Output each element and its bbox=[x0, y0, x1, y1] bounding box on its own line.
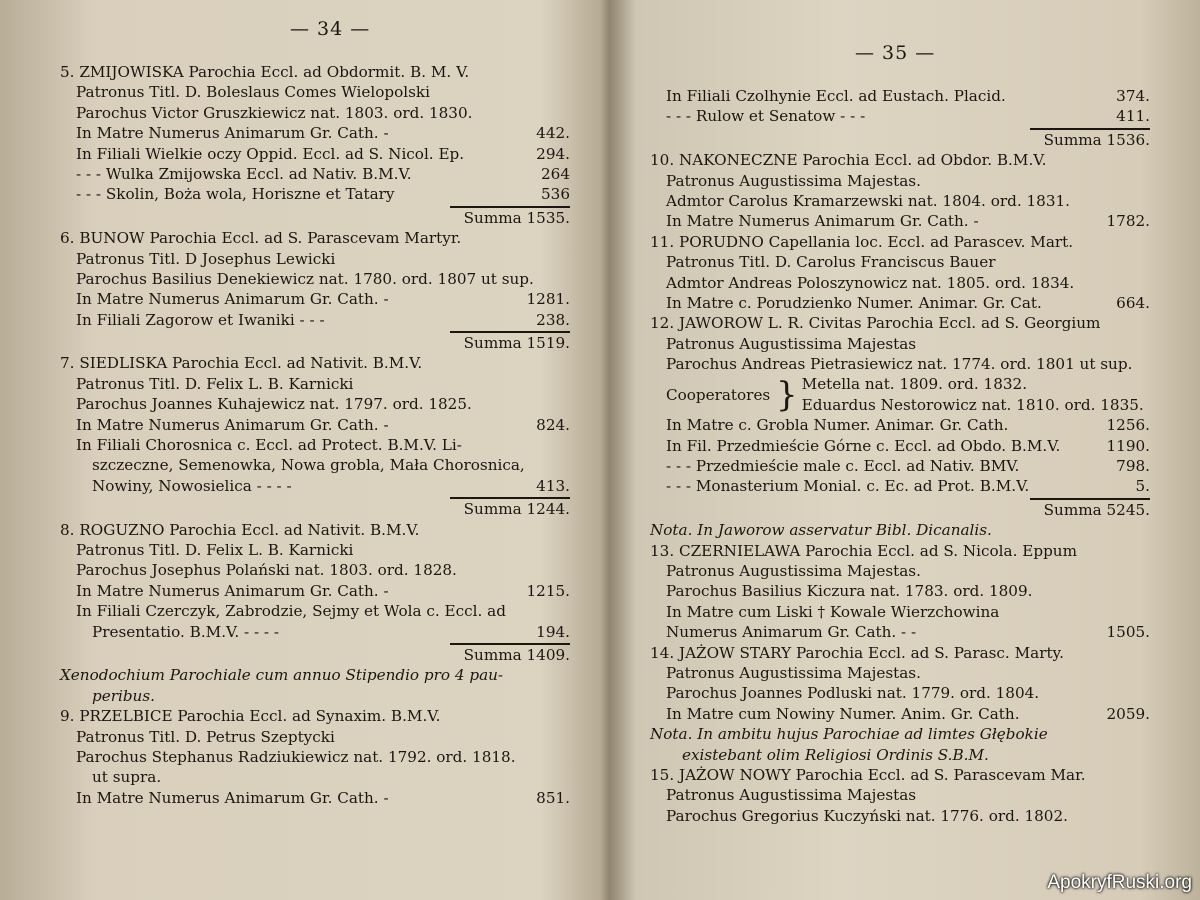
count-value: 294. bbox=[536, 144, 570, 163]
entry-text: Numerus Animarum Gr. Cath. - - bbox=[666, 623, 917, 642]
entry-line bbox=[60, 788, 570, 808]
entry-line bbox=[60, 581, 570, 601]
entry-text: In Filiali Wielkie oczy Oppid. Eccl. ad S. Nicol. Ep. bbox=[76, 144, 465, 163]
summa-text: Summa 1519. bbox=[463, 334, 570, 353]
parish-heading bbox=[650, 232, 1150, 252]
left-page bbox=[60, 0, 570, 900]
count-value: 5. bbox=[1135, 477, 1150, 496]
count-value: 1505. bbox=[1106, 623, 1150, 642]
entry-line bbox=[650, 581, 1150, 601]
entry-line bbox=[650, 86, 1150, 106]
entry-line bbox=[650, 561, 1150, 581]
right-entries bbox=[650, 86, 1150, 826]
entry-text: In Matre Numerus Animarum Gr. Cath. - bbox=[76, 581, 389, 600]
parish-heading bbox=[60, 228, 570, 248]
entry-text: Admtor Andreas Poloszynowicz nat. 1805. ord. 1834. bbox=[666, 273, 1075, 292]
count-value: 1190. bbox=[1106, 436, 1150, 455]
entry-text: - - - Przedmieście male c. Eccl. ad Nativ. BMV. bbox=[666, 457, 1020, 476]
entry-text: Parochus Joannes Kuhajewicz nat. 1797. ord. 1825. bbox=[76, 395, 472, 414]
entry-line bbox=[650, 602, 1150, 622]
parish-heading bbox=[650, 643, 1150, 663]
entry-text: - - - Monasterium Monial. c. Ec. ad Prot. B.M.V. bbox=[666, 477, 1030, 496]
entry-text: Patronus Titl. D Josephus Lewicki bbox=[76, 249, 336, 268]
nota-text: Nota. In ambitu hujus Parochiae ad limtes Głębokie bbox=[650, 725, 1048, 744]
count-value: 413. bbox=[536, 476, 570, 495]
entry-line bbox=[60, 374, 570, 394]
entry-text: Parochus Andreas Pietrasiewicz nat. 1774. ord. 1801 ut sup. bbox=[666, 355, 1133, 374]
nota-line bbox=[60, 665, 570, 685]
entry-line bbox=[60, 289, 570, 309]
parish-heading-text: 15. JAŻOW NOWY Parochia Eccl. ad S. Parascevam Mar. bbox=[650, 765, 1086, 784]
count-value: 194. bbox=[536, 622, 570, 641]
parish-heading-text: 10. NAKONECZNE Parochia Eccl. ad Obdor. B.M.V. bbox=[650, 151, 1047, 170]
entry-text: In Matre Numerus Animarum Gr. Cath. - bbox=[666, 212, 979, 231]
parish-heading-text: 5. ZMIJOWISKA Parochia Eccl. ad Obdormit. B. M. V. bbox=[60, 63, 470, 81]
entry-line bbox=[60, 560, 570, 580]
nota-text: Xenodochium Parochiale cum annuo Stipendio pro 4 pau- bbox=[60, 666, 504, 685]
entry-line bbox=[60, 144, 570, 164]
entry-text: szczeczne, Semenowka, Nowa grobla, Mała Chorosnica, bbox=[92, 456, 525, 475]
parish-heading bbox=[650, 765, 1150, 785]
parish-heading bbox=[60, 353, 570, 373]
entry-text: Parochus Gregorius Kuczyński nat. 1776. ord. 1802. bbox=[666, 806, 1068, 825]
count-value: 238. bbox=[536, 310, 570, 329]
entry-text: In Filiali Chorosnica c. Eccl. ad Protect. B.M.V. Li- bbox=[76, 436, 462, 455]
entry-line bbox=[60, 601, 570, 621]
entry-line bbox=[650, 252, 1150, 272]
nota-line bbox=[650, 724, 1150, 744]
nota-text: Nota. In Jaworow asservatur Bibl. Dicanalis. bbox=[650, 521, 992, 540]
entry-line bbox=[650, 456, 1150, 476]
entry-line bbox=[60, 435, 570, 455]
entry-text: Nowiny, Nowosielica - - - - bbox=[92, 476, 292, 495]
brace-glyph: } bbox=[776, 374, 798, 415]
parish-heading-text: 12. JAWOROW L. R. Civitas Parochia Eccl. ad S. Georgium bbox=[650, 314, 1101, 333]
nota-text: peribus. bbox=[92, 686, 155, 705]
count-value: 824. bbox=[536, 415, 570, 434]
summa-line bbox=[60, 208, 570, 228]
summa-text: Summa 1535. bbox=[463, 208, 570, 227]
entry-text: Patronus Titl. D. Petrus Szeptycki bbox=[76, 727, 335, 746]
entry-line bbox=[650, 293, 1150, 313]
parish-heading-text: 13. CZERNIELAWA Parochia Eccl. ad S. Nicola. Eppum bbox=[650, 541, 1077, 560]
count-value: 798. bbox=[1116, 457, 1150, 476]
entry-text: ut supra. bbox=[92, 768, 162, 787]
parish-heading-text: 9. PRZELBICE Parochia Eccl. ad Synaxim. B.M.V. bbox=[60, 707, 441, 726]
parish-heading-text: 6. BUNOW Parochia Eccl. ad S. Parascevam Martyr. bbox=[60, 229, 462, 248]
entry-text: Parochus Basilius Denekiewicz nat. 1780. ord. 1807 ut sup. bbox=[76, 269, 534, 288]
entry-line bbox=[60, 103, 570, 123]
entry-text: Presentatio. B.M.V. - - - - bbox=[92, 622, 280, 641]
summa-line bbox=[650, 130, 1150, 150]
count-value: 411. bbox=[1116, 107, 1150, 126]
entry-line bbox=[60, 747, 570, 767]
entry-line bbox=[60, 394, 570, 414]
entry-line bbox=[60, 540, 570, 560]
entry-line bbox=[650, 436, 1150, 456]
count-value: 664. bbox=[1116, 293, 1150, 312]
count-value: 1782. bbox=[1106, 212, 1150, 231]
entry-text: Parochus Stephanus Radziukiewicz nat. 1792. ord. 1818. bbox=[76, 747, 516, 766]
right-page bbox=[650, 0, 1150, 900]
entry-line bbox=[60, 184, 570, 204]
entry-text: Patronus Augustissima Majestas. bbox=[666, 171, 921, 190]
entry-text: In Fil. Przedmieście Górne c. Eccl. ad Obdo. B.M.V. bbox=[666, 436, 1061, 455]
entry-line bbox=[60, 82, 570, 102]
count-value: 2059. bbox=[1106, 704, 1150, 723]
entry-line bbox=[650, 704, 1150, 724]
parish-heading-text: 14. JAŻOW STARY Parochia Eccl. ad S. Parasc. Marty. bbox=[650, 643, 1064, 662]
entry-text: - - - Skolin, Boża wola, Horiszne et Tatary bbox=[76, 185, 395, 204]
entry-text: In Filiali Czerczyk, Zabrodzie, Sejmy et Wola c. Eccl. ad bbox=[76, 602, 506, 621]
entry-line bbox=[650, 663, 1150, 683]
summa-text: Summa 5245. bbox=[1043, 500, 1150, 519]
entry-line bbox=[60, 476, 570, 496]
entry-text: Patronus Titl. D. Felix L. B. Karnicki bbox=[76, 374, 354, 393]
entry-text: Patronus Titl. D. Boleslaus Comes Wielopolski bbox=[76, 83, 430, 102]
summa-text: Summa 1536. bbox=[1043, 130, 1150, 149]
summa-line bbox=[650, 500, 1150, 520]
entry-text: Parochus Joannes Podluski nat. 1779. ord. 1804. bbox=[666, 684, 1040, 703]
summa-line bbox=[60, 499, 570, 519]
entry-line bbox=[60, 123, 570, 143]
entry-text: In Matre cum Nowiny Numer. Anim. Gr. Cath. bbox=[666, 704, 1020, 723]
count-value: 851. bbox=[536, 788, 570, 807]
parish-heading bbox=[650, 313, 1150, 333]
parish-heading-text: 11. PORUDNO Capellania loc. Eccl. ad Parascev. Mart. bbox=[650, 232, 1074, 251]
entry-line bbox=[60, 727, 570, 747]
entry-line bbox=[650, 476, 1150, 496]
entry-line bbox=[650, 171, 1150, 191]
summa-text: Summa 1409. bbox=[463, 645, 570, 664]
entry-line bbox=[650, 354, 1150, 374]
entry-text: In Matre cum Liski † Kowale Wierzchowina bbox=[666, 602, 1000, 621]
entry-text: - - - Rulow et Senatow - - - bbox=[666, 107, 866, 126]
entry-line bbox=[650, 334, 1150, 354]
entry-line bbox=[650, 806, 1150, 826]
count-value: 536 bbox=[541, 185, 570, 204]
parish-heading bbox=[60, 520, 570, 540]
entry-text: Parochus Victor Gruszkiewicz nat. 1803. ord. 1830. bbox=[76, 103, 473, 122]
nota-line bbox=[60, 686, 570, 706]
entry-text: In Filiali Zagorow et Iwaniki - - - bbox=[76, 310, 325, 329]
entry-line bbox=[650, 211, 1150, 231]
entry-text: In Matre Numerus Animarum Gr. Cath. - bbox=[76, 124, 389, 143]
nota-text: existebant olim Religiosi Ordinis S.B.M. bbox=[682, 745, 989, 764]
entry-text: In Matre c. Grobla Numer. Animar. Gr. Cath. bbox=[666, 416, 1009, 435]
cooperatores-label: Cooperatores bbox=[666, 385, 771, 404]
entry-line bbox=[650, 106, 1150, 126]
watermark: ApokryfRuski.org bbox=[1047, 872, 1192, 893]
count-value: 442. bbox=[536, 124, 570, 143]
entry-text: Patronus Augustissima Majestas. bbox=[666, 561, 921, 580]
entry-text: Patronus Augustissima Majestas bbox=[666, 334, 917, 353]
entry-text: In Filiali Czolhynie Eccl. ad Eustach. Placid. bbox=[666, 87, 1006, 105]
entry-line bbox=[60, 767, 570, 787]
count-value: 1256. bbox=[1106, 416, 1150, 435]
entry-line bbox=[650, 191, 1150, 211]
left-entries bbox=[60, 62, 570, 808]
entry-line bbox=[60, 455, 570, 475]
summa-text: Summa 1244. bbox=[463, 500, 570, 519]
entry-text: Admtor Carolus Kramarzewski nat. 1804. ord. 1831. bbox=[666, 191, 1070, 210]
parish-heading-text: 7. SIEDLISKA Parochia Eccl. ad Nativit. B.M.V. bbox=[60, 354, 423, 373]
entry-line bbox=[60, 310, 570, 330]
parish-heading bbox=[60, 62, 570, 82]
entry-text: Patronus Augustissima Majestas. bbox=[666, 663, 921, 682]
cooperatores-block bbox=[650, 374, 1150, 415]
count-value: 374. bbox=[1116, 87, 1150, 105]
count-value: 1215. bbox=[526, 581, 570, 600]
parish-heading bbox=[650, 541, 1150, 561]
parish-heading bbox=[60, 706, 570, 726]
count-value: 1281. bbox=[526, 290, 570, 309]
entry-line bbox=[60, 249, 570, 269]
entry-line bbox=[650, 622, 1150, 642]
entry-line bbox=[650, 273, 1150, 293]
entry-line bbox=[60, 622, 570, 642]
page-number: — 34 — bbox=[290, 18, 371, 40]
cooperator-line: Eduardus Nestorowicz nat. 1810. ord. 1835. bbox=[801, 395, 1144, 414]
summa-line bbox=[60, 645, 570, 665]
entry-text: In Matre Numerus Animarum Gr. Cath. - bbox=[76, 415, 389, 434]
entry-text: In Matre Numerus Animarum Gr. Cath. - bbox=[76, 788, 389, 807]
parish-heading-text: 8. ROGUZNO Parochia Eccl. ad Nativit. B.M.V. bbox=[60, 520, 420, 539]
entry-text: - - - Wulka Zmijowska Eccl. ad Nativ. B.M.V. bbox=[76, 164, 412, 183]
entry-text: Patronus Augustissima Majestas bbox=[666, 786, 917, 805]
entry-line bbox=[650, 415, 1150, 435]
entry-text: Parochus Basilius Kiczura nat. 1783. ord. 1809. bbox=[666, 582, 1033, 601]
entry-text: Patronus Titl. D. Carolus Franciscus Bauer bbox=[666, 253, 996, 272]
entry-line bbox=[60, 164, 570, 184]
cooperator-line: Metella nat. 1809. ord. 1832. bbox=[801, 375, 1028, 394]
page-number: — 35 — bbox=[855, 42, 936, 64]
parish-heading bbox=[650, 150, 1150, 170]
entry-line bbox=[650, 683, 1150, 703]
entry-text: Parochus Josephus Polański nat. 1803. ord. 1828. bbox=[76, 561, 457, 580]
nota-line bbox=[650, 520, 1150, 540]
summa-line bbox=[60, 333, 570, 353]
nota-line bbox=[650, 745, 1150, 765]
entry-text: In Matre Numerus Animarum Gr. Cath. - bbox=[76, 290, 389, 309]
entry-line bbox=[60, 415, 570, 435]
entry-line bbox=[60, 269, 570, 289]
entry-line bbox=[650, 785, 1150, 805]
count-value: 264 bbox=[541, 164, 570, 183]
entry-text: Patronus Titl. D. Felix L. B. Karnicki bbox=[76, 540, 354, 559]
entry-text: In Matre c. Porudzienko Numer. Animar. Gr. Cat. bbox=[666, 293, 1042, 312]
